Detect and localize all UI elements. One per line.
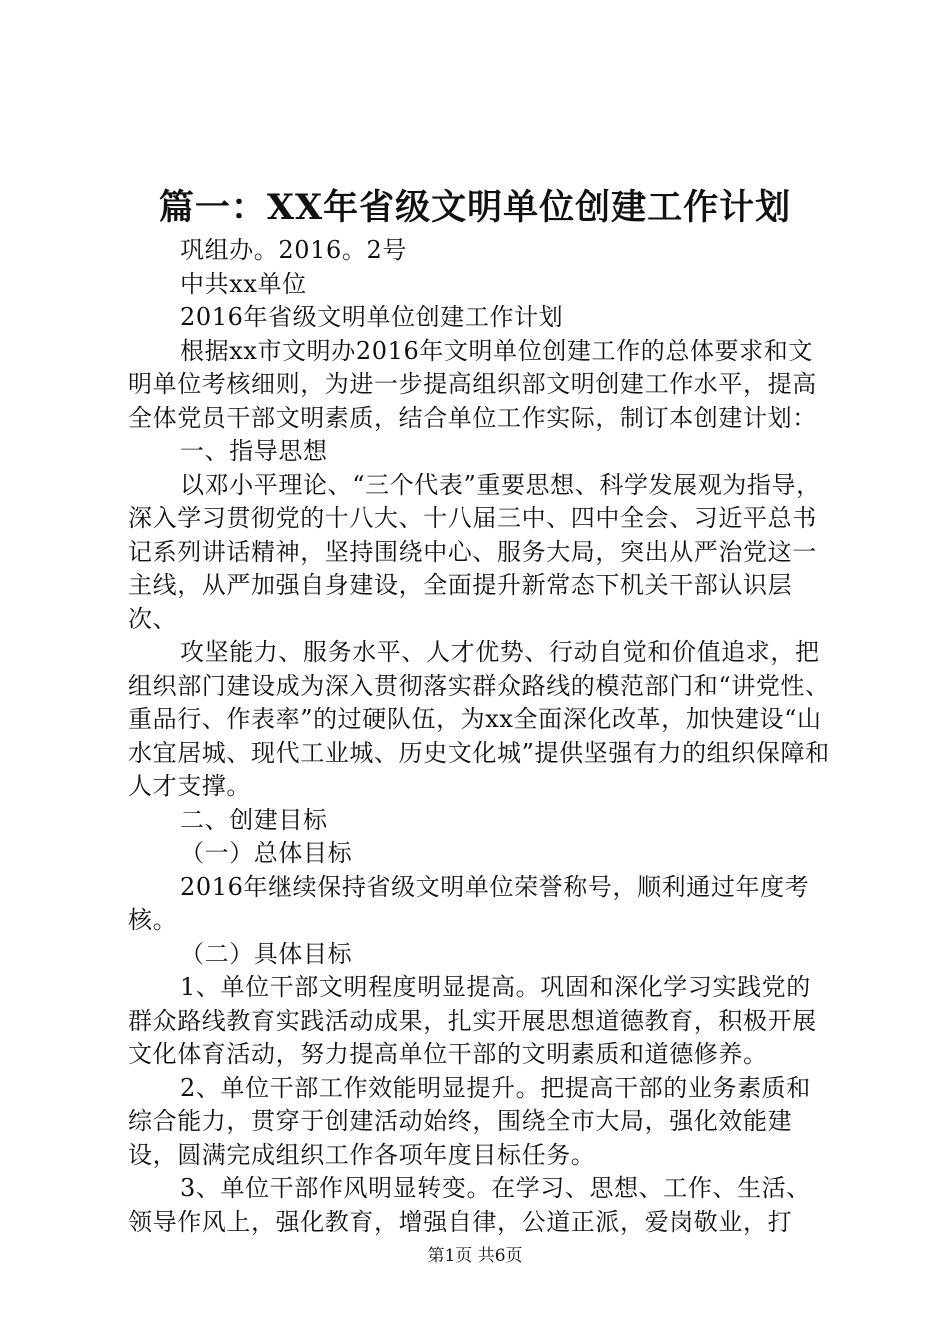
reference-number: 巩组办。2016。2号	[180, 236, 407, 264]
plan-subtitle: 2016年省级文明单位创建工作计划	[180, 303, 564, 331]
specific-goal-3: 3、单位干部作风明显转变。在学习、思想、工作、生活、领导作风上，强化教育，增强自律，公道正派，爱岗敬业，打	[128, 1174, 811, 1236]
intro-paragraph: 根据xx市文明办2016年文明单位创建工作的总体要求和文明单位考核细则，为进一步提高组织部文明创建工作水平，提高全体党员干部文明素质，结合单位工作实际，制订本创建计划：	[128, 336, 817, 432]
guiding-ideology-paragraph-continued: 攻坚能力、服务水平、人才优势、行动自觉和价值追求，把组织部门建设成为深入贯彻落实群众路线的模范部门和“讲党性、重品行、作表率”的过硬队伍，为xx全面深化改革，加快建设“山水宜居城、现代工业城、历史文化城”提供坚强有力的组织保障和人才支撑。	[128, 638, 830, 800]
section-heading-guiding-ideology: 一、指导思想	[180, 437, 328, 465]
specific-goal-1: 1、单位干部文明程度明显提高。巩固和深化学习实践党的群众路线教育实践活动成果，扎实开展思想道德教育，积极开展文化体育活动，努力提高单位干部的文明素质和道德修养。	[128, 973, 817, 1068]
guiding-ideology-paragraph: 以邓小平理论、“三个代表”重要思想、科学发展观为指导，深入学习贯彻党的十八大、十八届三中、四中全会、习近平总书记系列讲话精神，坚持围绕中心、服务大局，突出从严治党这一主线，从严加强自身建设，全面提升新常态下机关干部认识层次、	[128, 470, 821, 633]
organization-name: 中共xx单位	[180, 269, 307, 298]
document-body	[128, 234, 834, 1239]
subheading-overall-goal: （一）总体目标	[180, 839, 353, 867]
document-title: 篇一：XX年省级文明单位创建工作计划	[158, 187, 792, 228]
page-footer: 第1页 共6页	[427, 1246, 523, 1266]
overall-goal-paragraph: 2016年继续保持省级文明单位荣誉称号，顺利通过年度考核。	[128, 872, 810, 934]
subheading-specific-goals: （二）具体目标	[180, 939, 353, 968]
specific-goal-2: 2、单位干部工作效能明显提升。把提高干部的业务素质和综合能力，贯穿于创建活动始终，围绕全市大局，强化效能建设，圆满完成组织工作各项年度目标任务。	[128, 1073, 811, 1169]
section-heading-goals: 二、创建目标	[180, 805, 328, 834]
